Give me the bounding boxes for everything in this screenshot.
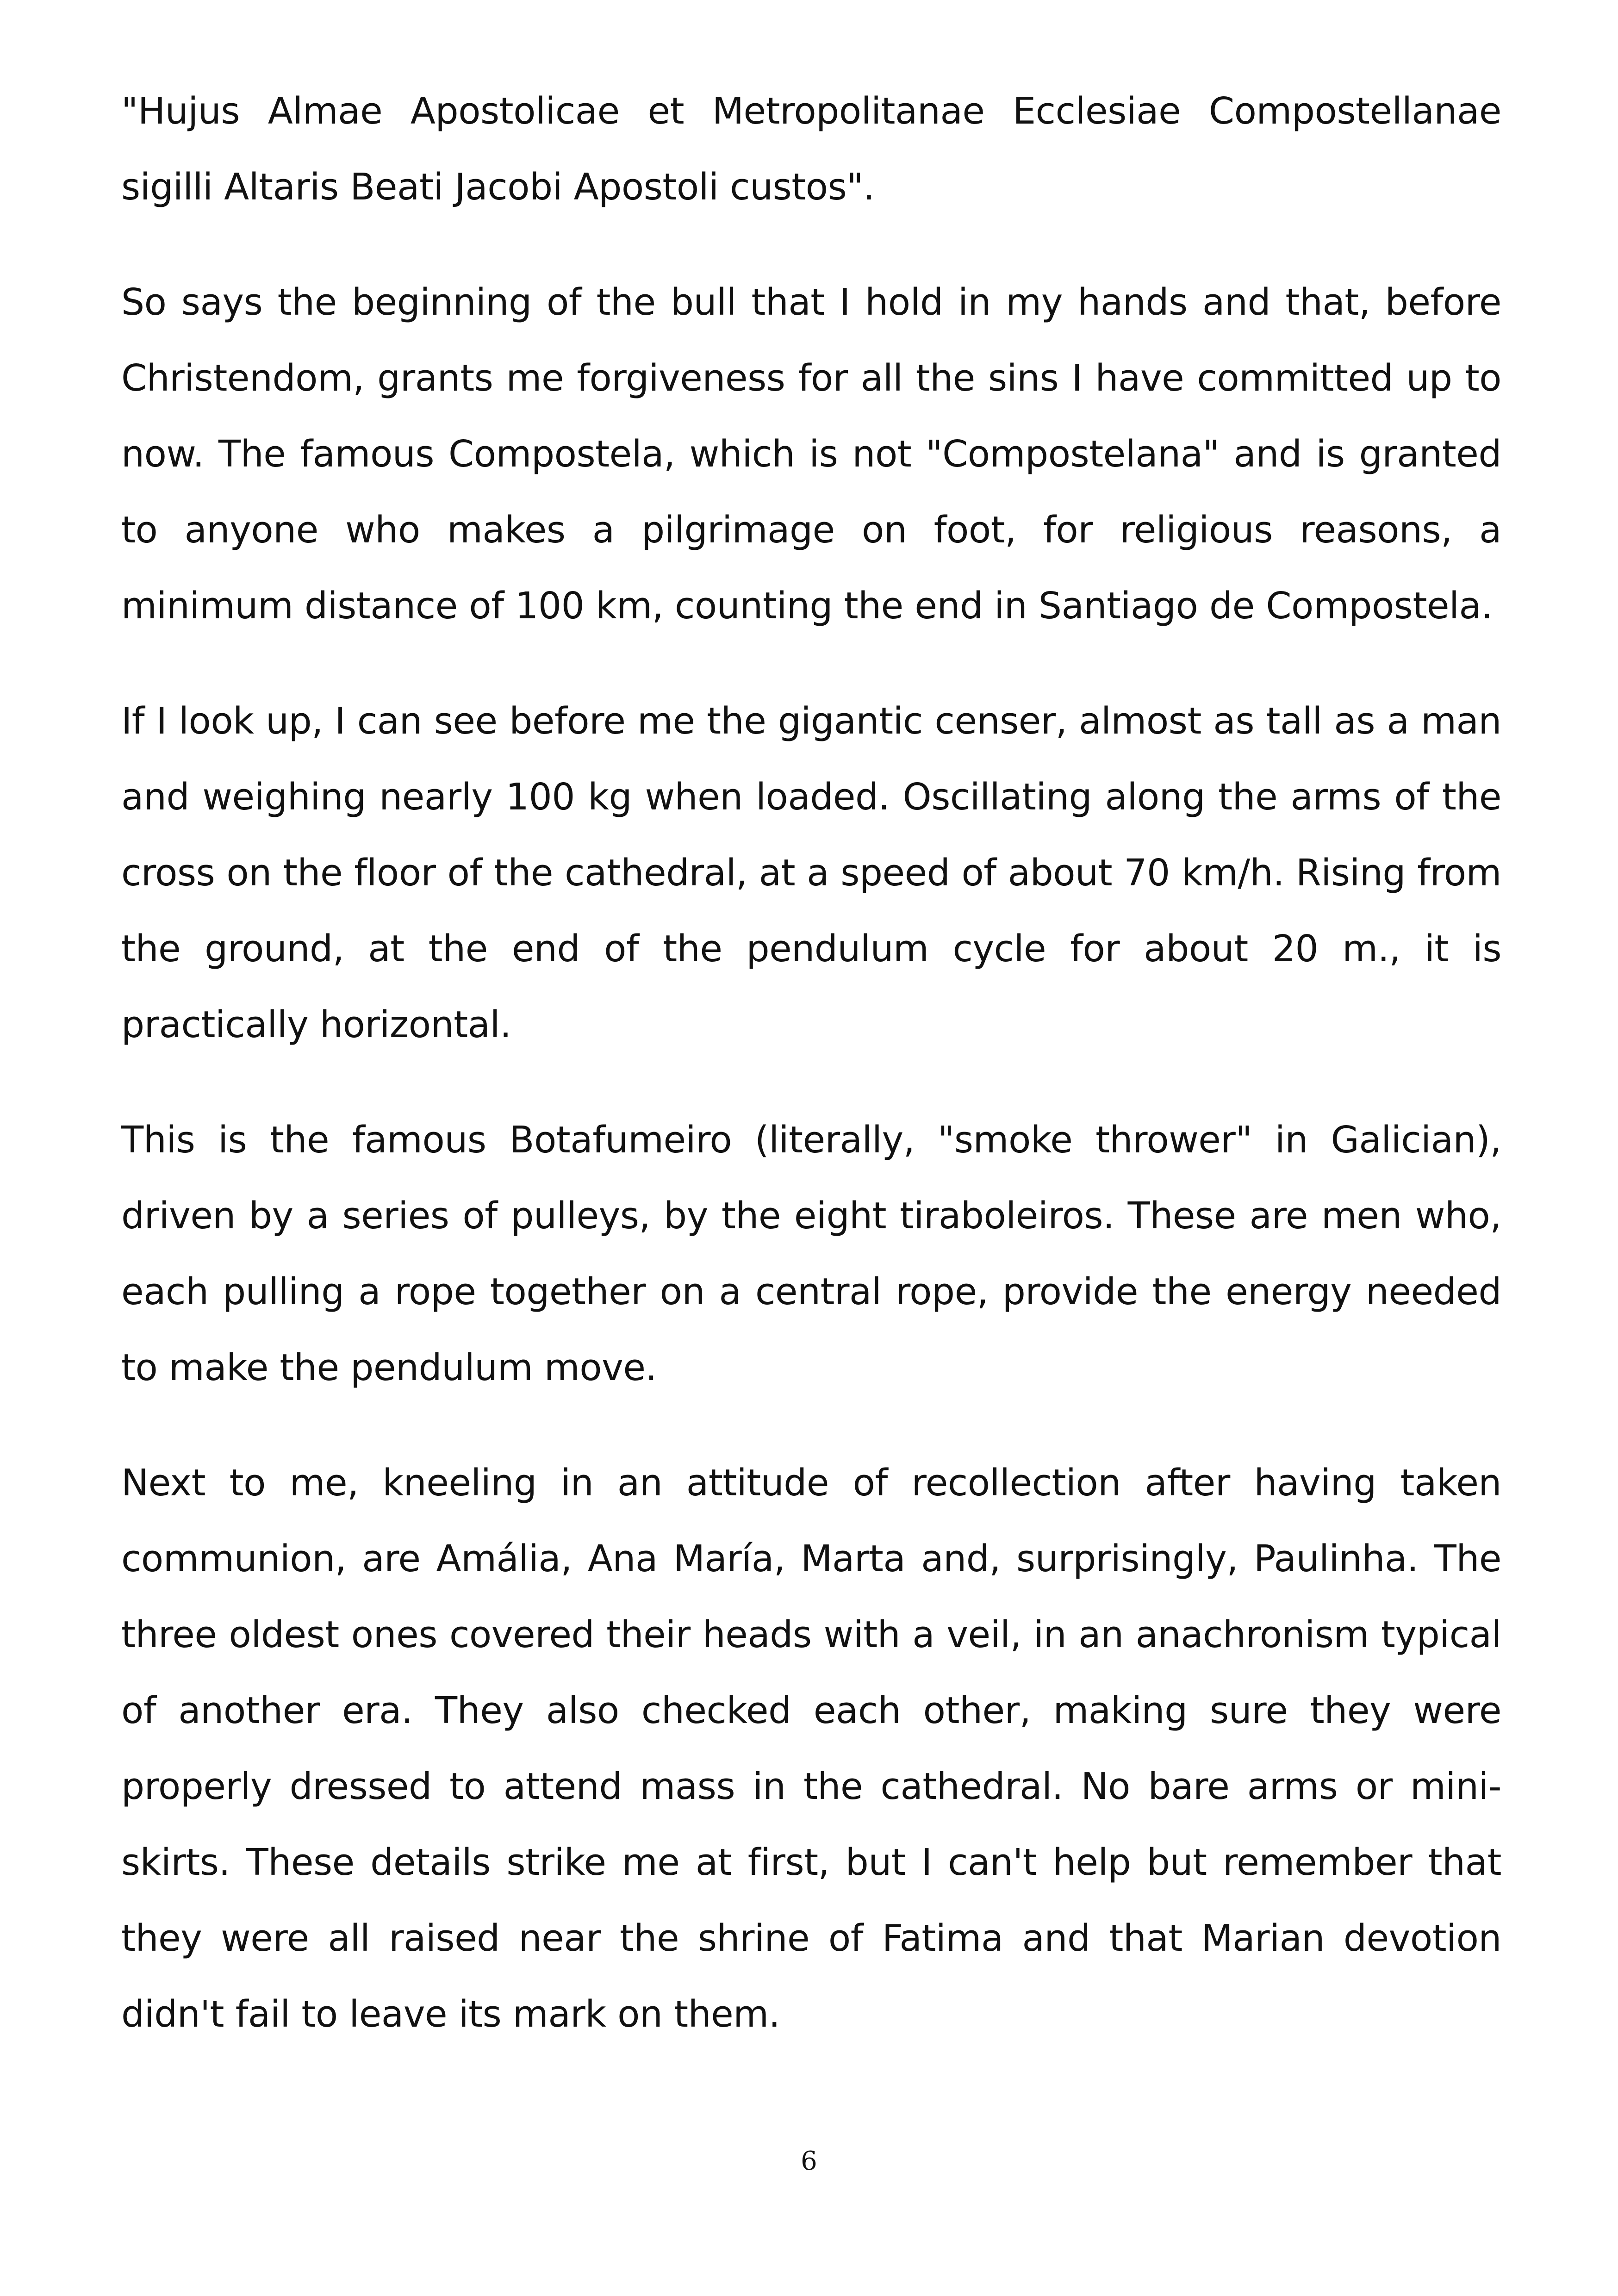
paragraph-botafumeiro: This is the famous Botafumeiro (literally, "smoke thrower" in Galician), driven by a series of pulleys, by the eight tiraboleiros. These are men who, each pulling a rope together on a central rope, provide the energy needed to make the pendulum move. (121, 1119, 1501, 1389)
paragraph-censer: If I look up, I can see before me the gigantic censer, almost as tall as a man and weighing nearly 100 kg when loaded. Oscillating along the arms of the cross on the floor of the cathedral, at a speed of about 70 km/h. Rising from the ground, at the end of the pendulum cycle for about 20 m., it is practically horizontal. (121, 700, 1501, 1046)
paragraph-compostela: So says the beginning of the bull that I hold in my hands and that, before Christendom, grants me forgiveness for all the sins I have committed up to now. The famous Compostela, which is not "Compostelana" and is granted to anyone who makes a pilgrimage on foot, for religious reasons, a minimum distance of 100 km, counting the end in Santiago de Compostela. (121, 281, 1501, 627)
paragraph-companions: Next to me, kneeling in an attitude of recollection after having taken communion, are Amália, Ana María, Marta and, surprisingly, Paulinha. The three oldest ones covered their heads with a veil, in an anachronism typical of another era. They also checked each other, making sure they were properly dressed to attend mass in the cathedral. No bare arms or mini-skirts. These details strike me at first, but I can't help but remember that they were all raised near the shrine of Fatima and that Marian devotion didn't fail to leave its mark on them. (121, 1462, 1501, 2035)
document-body (121, 73, 1501, 2091)
page-number: 6 (801, 2146, 817, 2176)
paragraph-latin-inscription: "Hujus Almae Apostolicae et Metropolitanae Ecclesiae Compostellanae sigilli Altaris Beati Jacobi Apostoli custos". (121, 90, 1501, 208)
